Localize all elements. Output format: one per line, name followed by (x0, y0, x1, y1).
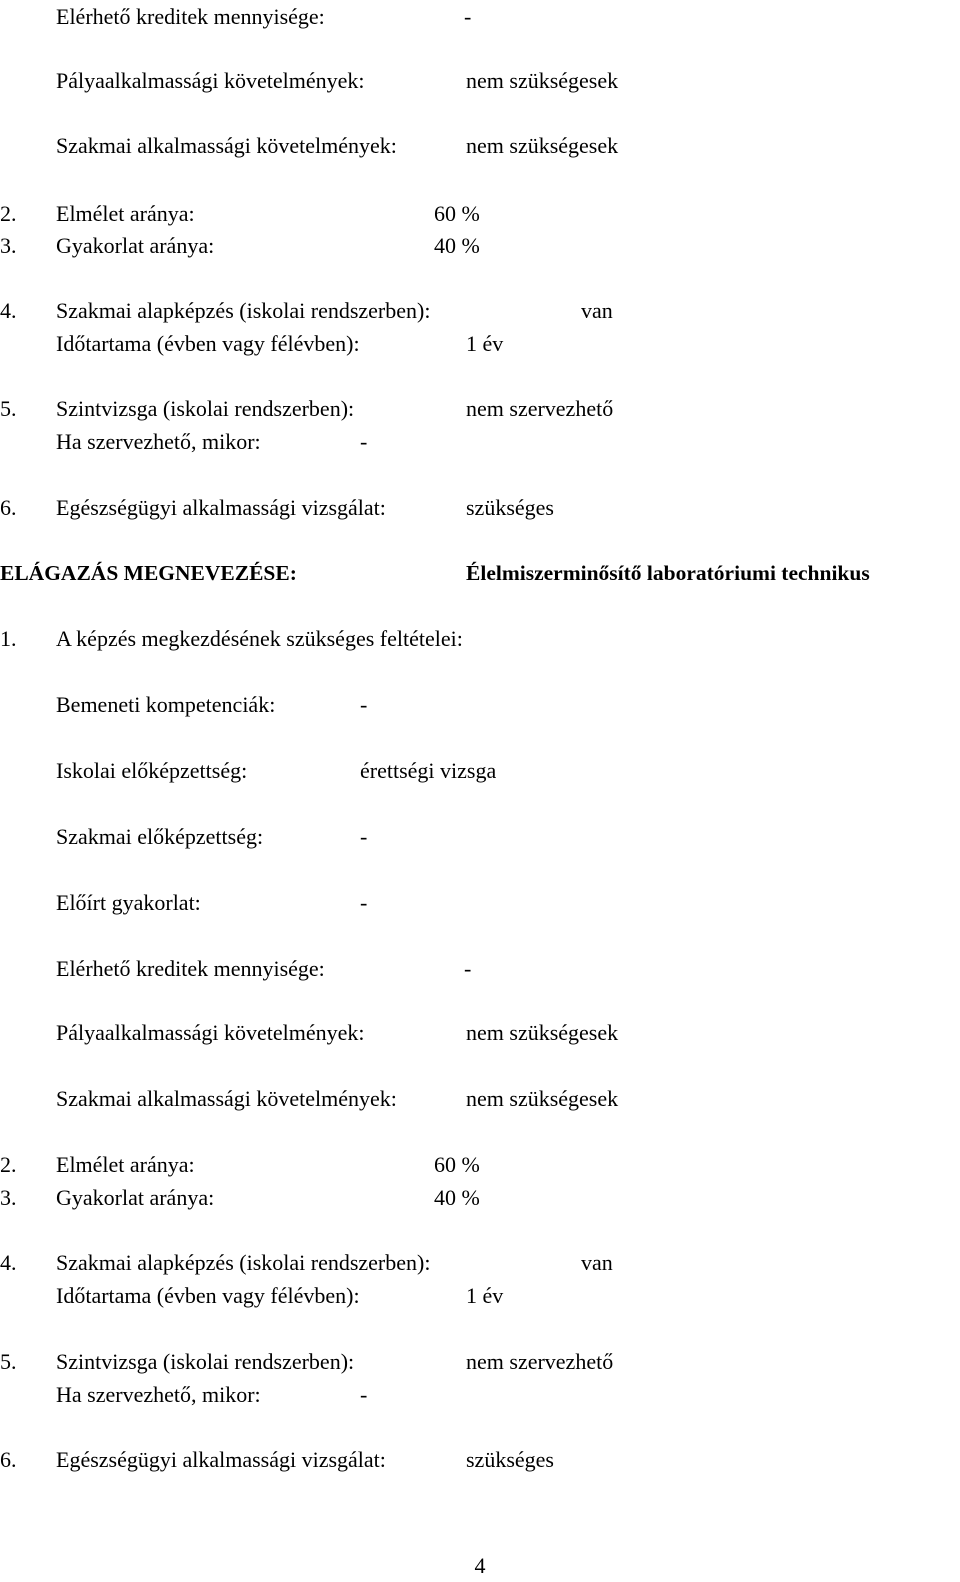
branch-heading-value: Élelmiszerminősítő laboratóriumi technikus (466, 561, 870, 585)
duration-value-2: 1 év (466, 1283, 504, 1308)
practice-number-2: 3. (0, 1185, 17, 1210)
input-competencies-value: - (360, 692, 368, 717)
level-exam-number: 5. (0, 396, 17, 421)
prof-req-label-2: Szakmai alkalmassági követelmények: (56, 1086, 397, 1111)
career-req-label-2: Pályaalkalmassági követelmények: (56, 1020, 365, 1045)
credits-value-2: - (464, 956, 472, 981)
practice-label: Gyakorlat aránya: (56, 233, 215, 258)
career-req-value: nem szükségesek (466, 68, 619, 93)
prof-req-value: nem szükségesek (466, 133, 619, 158)
level-exam-value-2: nem szervezhető (466, 1349, 614, 1374)
health-check-label: Egészségügyi alkalmassági vizsgálat: (56, 495, 386, 520)
practice-number: 3. (0, 233, 17, 258)
credits-label-2: Elérhető kreditek mennyisége: (56, 956, 325, 981)
theory-value: 60 % (434, 201, 480, 226)
exam-when-label-2: Ha szervezhető, mikor: (56, 1382, 261, 1407)
exam-when-label: Ha szervezhető, mikor: (56, 429, 261, 454)
health-check-number-2: 6. (0, 1447, 17, 1472)
career-req-value-2: nem szükségesek (466, 1020, 619, 1045)
level-exam-label: Szintvizsga (iskolai rendszerben): (56, 396, 355, 421)
practice-value-2: 40 % (434, 1185, 480, 1210)
input-competencies-label: Bemeneti kompetenciák: (56, 692, 276, 717)
basic-training-label: Szakmai alapképzés (iskolai rendszerben): (56, 298, 431, 323)
branch-heading-label: ELÁGAZÁS MEGNEVEZÉSE: (0, 561, 297, 585)
basic-training-value-2: van (581, 1250, 613, 1275)
theory-number-2: 2. (0, 1152, 17, 1177)
health-check-number: 6. (0, 495, 17, 520)
basic-training-number: 4. (0, 298, 17, 323)
school-qualification-label: Iskolai előképzettség: (56, 758, 248, 783)
level-exam-label-2: Szintvizsga (iskolai rendszerben): (56, 1349, 355, 1374)
required-practice-value: - (360, 890, 368, 915)
prof-req-value-2: nem szükségesek (466, 1086, 619, 1111)
health-check-value: szükséges (466, 495, 554, 520)
level-exam-number-2: 5. (0, 1349, 17, 1374)
prof-req-label: Szakmai alkalmassági követelmények: (56, 133, 397, 158)
duration-label: Időtartama (évben vagy félévben): (56, 331, 360, 356)
required-practice-label: Előírt gyakorlat: (56, 890, 201, 915)
prerequisites-heading: A képzés megkezdésének szükséges feltételei: (56, 626, 463, 651)
duration-value: 1 év (466, 331, 504, 356)
exam-when-value-2: - (360, 1382, 368, 1407)
theory-label: Elmélet aránya: (56, 201, 195, 226)
level-exam-value: nem szervezhető (466, 396, 614, 421)
practice-value: 40 % (434, 233, 480, 258)
practice-label-2: Gyakorlat aránya: (56, 1185, 215, 1210)
basic-training-label-2: Szakmai alapképzés (iskolai rendszerben): (56, 1250, 431, 1275)
school-qualification-value: érettségi vizsga (360, 758, 497, 783)
prof-qualification-label: Szakmai előképzettség: (56, 824, 264, 849)
theory-value-2: 60 % (434, 1152, 480, 1177)
exam-when-value: - (360, 429, 368, 454)
credits-value: - (464, 4, 472, 29)
career-req-label: Pályaalkalmassági követelmények: (56, 68, 365, 93)
theory-label-2: Elmélet aránya: (56, 1152, 195, 1177)
health-check-label-2: Egészségügyi alkalmassági vizsgálat: (56, 1447, 386, 1472)
theory-number: 2. (0, 201, 17, 226)
duration-label-2: Időtartama (évben vagy félévben): (56, 1283, 360, 1308)
basic-training-number-2: 4. (0, 1250, 17, 1275)
page-number: 4 (474, 1553, 486, 1578)
health-check-value-2: szükséges (466, 1447, 554, 1472)
basic-training-value: van (581, 298, 613, 323)
credits-label: Elérhető kreditek mennyisége: (56, 4, 325, 29)
prof-qualification-value: - (360, 824, 368, 849)
prerequisites-number: 1. (0, 626, 17, 651)
